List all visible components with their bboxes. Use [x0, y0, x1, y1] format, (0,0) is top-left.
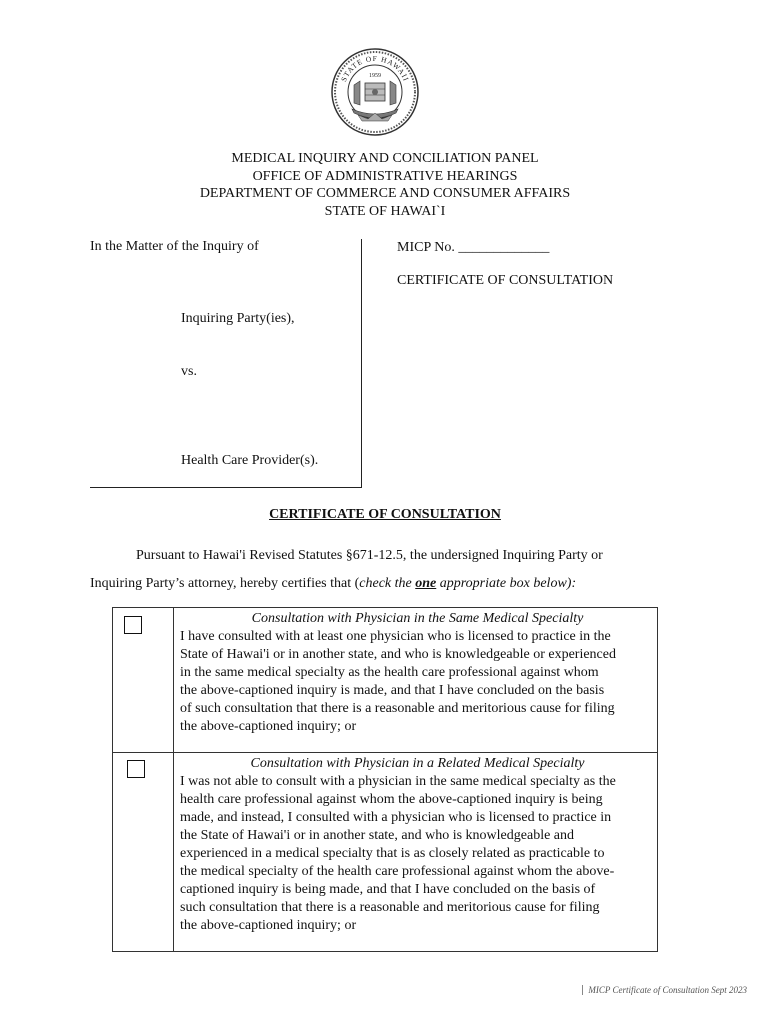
heading-state: STATE OF HAWAI`I	[324, 203, 446, 219]
heading-department: DEPARTMENT OF COMMERCE AND CONSUMER AFFAIRS	[199, 186, 571, 201]
seal-text: STATE OF HAWAII	[339, 53, 411, 83]
option-row-same-specialty	[113, 608, 658, 753]
option-line: health care professional against whom the above-captioned inquiry is being	[180, 792, 603, 807]
heading-panel: MEDICAL INQUIRY AND CONCILIATION PANEL	[231, 151, 539, 166]
option-heading: Consultation with Physician in a Related Medical Specialty	[250, 756, 585, 771]
option-line: the above-captioned inquiry; or	[180, 918, 357, 933]
option-line: such consultation that there is a reasonable and meritorious cause for filing	[180, 900, 600, 915]
option-line: State of Hawai'i or in another state, and who is knowledgeable or experienced	[180, 647, 616, 662]
intro-paragraph	[90, 542, 690, 598]
option-line: experienced in a medical specialty that is as closely related as practicable to	[180, 846, 605, 861]
instruction-emphasis: one	[415, 576, 437, 591]
state-seal	[330, 47, 420, 137]
intro-line-1: Pursuant to Hawai'i Revised Statutes §671-12.5, the undersigned Inquiring Party or	[136, 548, 603, 563]
option-text	[174, 753, 658, 952]
option-line: made, and instead, I consulted with a physician who is licensed to practice in	[180, 810, 612, 825]
option-line: captioned inquiry is being made, and that I have concluded on the basis of	[180, 882, 596, 897]
option-line: the medical specialty of the health care professional against whom the above-	[180, 864, 615, 879]
case-number-block	[397, 240, 613, 289]
same-specialty-checkbox[interactable]	[124, 616, 142, 634]
certificate-label: CERTIFICATE OF CONSULTATION	[397, 273, 614, 288]
option-line: the State of Hawai'i or in another state, and who is knowledgeable and	[180, 828, 575, 843]
consultation-options-table	[112, 607, 658, 952]
instruction-text: check the	[359, 576, 416, 591]
matter-label: In the Matter of the Inquiry of	[90, 239, 259, 254]
inquiring-party-label: Inquiring Party(ies),	[181, 311, 295, 326]
provider-label: Health Care Provider(s).	[181, 453, 319, 468]
intro-line-2: Inquiring Party’s attorney, hereby certifies that (	[90, 576, 360, 591]
option-line: the above-captioned inquiry is made, and that I have concluded on the basis	[180, 683, 605, 698]
seal-year: 1959	[369, 73, 381, 79]
option-line: I have consulted with at least one physician who is licensed to practice in the	[180, 629, 611, 644]
instruction-text-end: appropriate box below):	[436, 576, 577, 591]
form-heading	[0, 150, 770, 220]
option-line: I was not able to consult with a physician in the same medical specialty as the	[180, 774, 616, 789]
caption-vertical-rule	[361, 239, 362, 488]
document-title: CERTIFICATE OF CONSULTATION	[269, 507, 501, 522]
option-heading: Consultation with Physician in the Same Medical Specialty	[251, 611, 584, 626]
option-line: in the same medical specialty as the health care professional against whom	[180, 665, 599, 680]
page-footer: MICP Certificate of Consultation Sept 2023	[582, 985, 747, 995]
heading-office: OFFICE OF ADMINISTRATIVE HEARINGS	[252, 168, 518, 184]
option-text	[174, 608, 658, 753]
option-line: the above-captioned inquiry; or	[180, 719, 357, 734]
micp-number: MICP No. _____________	[397, 240, 550, 255]
versus-label: vs.	[181, 364, 197, 379]
case-caption	[90, 239, 362, 487]
caption-bottom-rule	[90, 487, 362, 488]
related-specialty-checkbox[interactable]	[127, 760, 145, 778]
option-row-related-specialty	[113, 753, 658, 952]
option-line: of such consultation that there is a reasonable and meritorious cause for filing	[180, 701, 615, 716]
